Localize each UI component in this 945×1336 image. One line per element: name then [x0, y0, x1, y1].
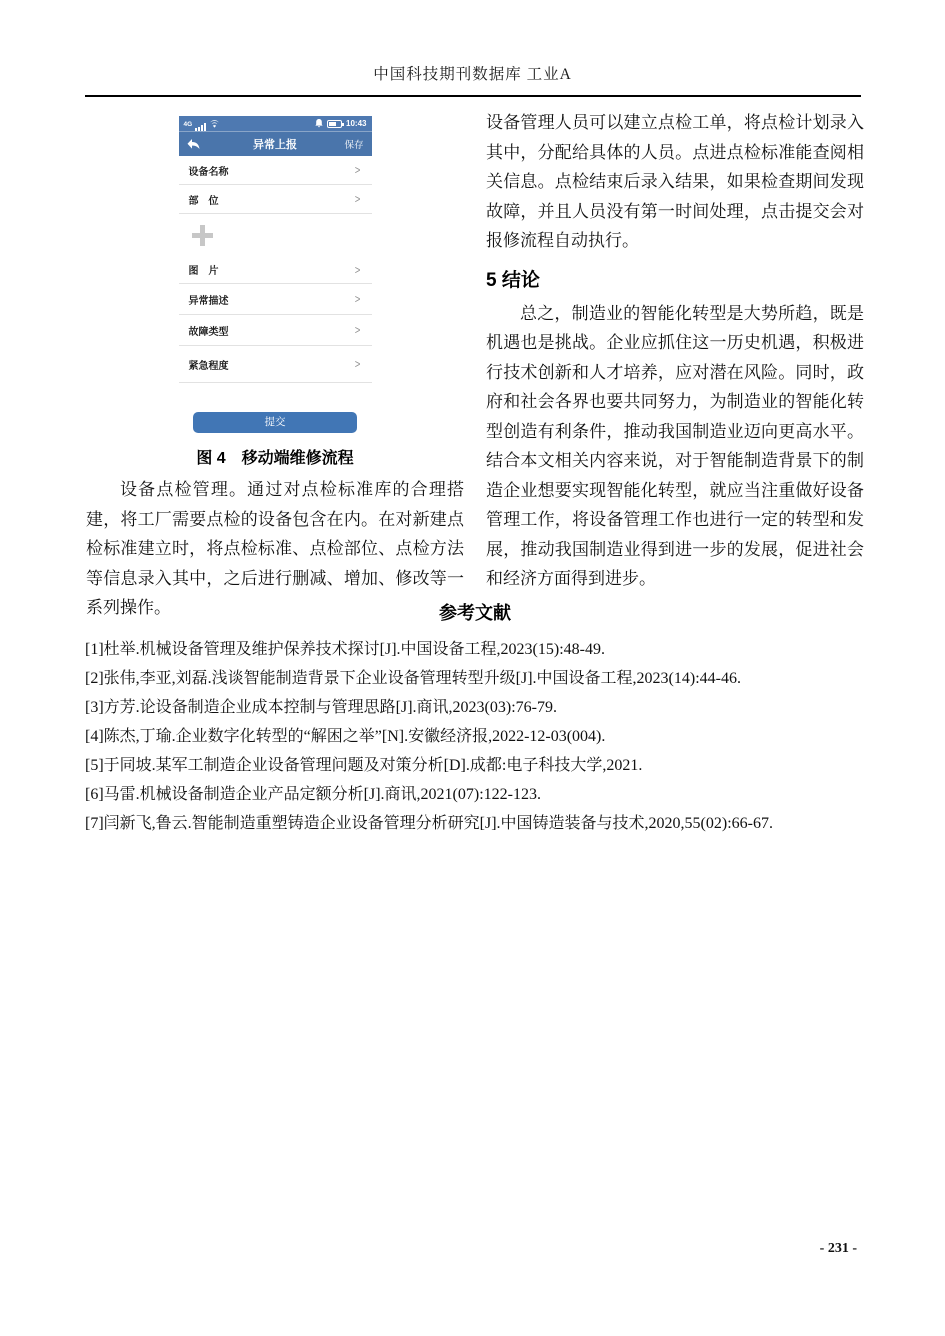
reference-item: [4]陈杰,丁瑜.企业数字化转型的“解困之举”[N].安徽经济报,2022-12-03(004).: [85, 728, 606, 745]
header-divider: [85, 95, 861, 97]
field-row-device-name[interactable]: [179, 156, 372, 185]
chevron-right-icon: >: [355, 262, 361, 277]
field-label: 故障类型: [188, 326, 229, 338]
field-row-picture[interactable]: [179, 256, 372, 284]
references-heading: 参考文献: [439, 603, 511, 623]
right-column-paragraph-1: 设备管理人员可以建立点检工单，将点检计划录入其中，分配给具体的人员。点进点检标准能查阅相关信息。点检结束后录入结果，如果检查期间发现故障，并且人员没有第一时间处理，点击提交会对报修流程自动执行。: [486, 113, 864, 250]
add-photo-area[interactable]: [179, 214, 372, 256]
figure-caption: 图 4 移动端维修流程: [196, 450, 354, 467]
back-arrow-icon[interactable]: [187, 139, 200, 150]
phone-nav-bar: [179, 131, 372, 156]
reference-item: [5]于同坡.某军工制造企业设备管理问题及对策分析[D].成都:电子科技大学,2021.: [85, 757, 643, 774]
chevron-right-icon: >: [355, 323, 361, 337]
chevron-right-icon: >: [355, 292, 361, 306]
reference-item: [6]马雷.机械设备制造企业产品定额分析[J].商讯,2021(07):122-123.: [85, 786, 541, 803]
field-label: 异常描述: [188, 295, 229, 307]
save-button[interactable]: 保存: [344, 140, 364, 151]
chevron-right-icon: >: [355, 192, 361, 206]
network-type-label: 4G: [183, 121, 193, 128]
reference-item: [7]闫新飞,鲁云.智能制造重塑铸造企业设备管理分析研究[J].中国铸造装备与技术,2020,55(02):66-67.: [85, 815, 773, 832]
page-number: - 231 -: [819, 1241, 857, 1256]
right-column-paragraph-2: 总之，制造业的智能化转型是大势所趋，既是机遇也是挑战。企业应抓住这一历史机遇，积极进行技术创新和人才培养，应对潜在风险。同时，政府和社会各界也要共同努力，为制造业的智能化转型创造有利条件，推动我国制造业迈向更高水平。结合本文相关内容来说，对于智能制造背景下的制造企业想要实现智能化转型，就应当注重做好设备管理工作，将设备管理工作也进行一定的转型和发展，推动我国制造业得到进一步的发展，促进社会和经济方面得到进步。: [486, 303, 864, 588]
conclusion-heading: 5 结论: [486, 269, 540, 291]
reference-item: [2]张伟,李亚,刘磊.浅谈智能制造背景下企业设备管理转型升级[J].中国设备工程,2023(14):44-46.: [85, 670, 741, 687]
chevron-right-icon: >: [355, 163, 361, 177]
field-row-part[interactable]: [179, 185, 372, 214]
plus-icon: [192, 225, 213, 246]
battery-icon: [327, 120, 342, 128]
phone-status-bar: [179, 116, 372, 131]
screen-title: 异常上报: [253, 139, 297, 151]
left-column: [86, 110, 464, 623]
submit-button[interactable]: 提交: [193, 412, 357, 433]
field-label: 部 位: [188, 195, 219, 207]
right-column: [486, 108, 864, 594]
left-column-paragraph: 设备点检管理。通过对点检标准库的合理搭建，将工厂需要点检的设备包含在内。在对新建点检标准建立时，将点检标准、点检部位、点检方法等信息录入其中，之后进行删减、增加、修改等一系列操作。: [86, 480, 464, 617]
field-label: 设备名称: [188, 166, 229, 178]
journal-running-head: 中国科技期刊数据库 工业A: [373, 66, 572, 83]
field-row-urgency-level[interactable]: [179, 346, 372, 383]
reference-item: [3]方芳.论设备制造企业成本控制与管理思路[J].商讯,2023(03):76-79.: [85, 699, 557, 716]
field-label: 图 片: [188, 266, 219, 277]
chevron-right-icon: >: [355, 357, 361, 371]
status-time: 10:43: [346, 119, 367, 128]
field-label: 紧急程度: [188, 360, 229, 372]
reference-item: [1]杜举.机械设备管理及维护保养技术探讨[J].中国设备工程,2023(15):48-49.: [85, 641, 605, 658]
field-row-fault-type[interactable]: [179, 315, 372, 346]
mobile-app-figure: [179, 116, 372, 433]
references-section: [85, 599, 865, 838]
field-row-anomaly-description[interactable]: [179, 284, 372, 315]
wifi-icon: [209, 115, 220, 133]
notification-bell-icon: [315, 115, 323, 133]
